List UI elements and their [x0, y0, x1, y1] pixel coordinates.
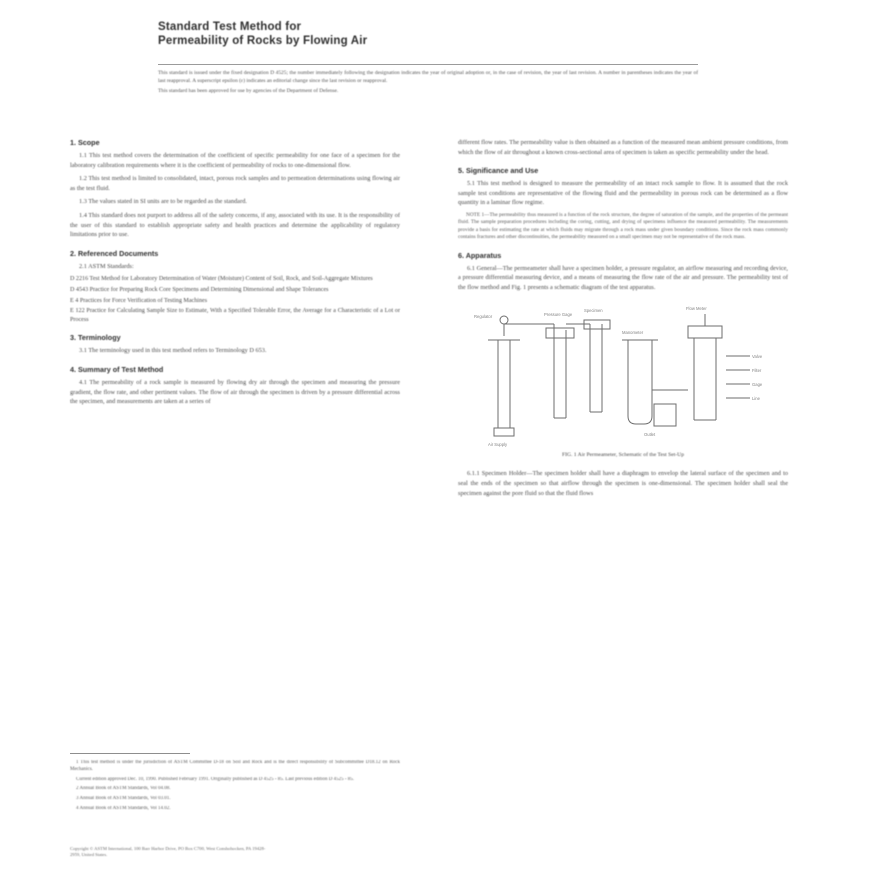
- designation-note-1: This standard is issued under the fixed designation D 4525; the number immediately following the designation indicates the year of original adoption or, in the case of revision, the year of last revision. A number in parentheses indicates the year of last reapproval. A superscript epsilon (ε) indicates an editorial change since the last revision or reapproval.: [158, 70, 698, 84]
- footnote: 4 Annual Book of ASTM Standards, Vol 14.02.: [76, 805, 171, 811]
- figure-label-air-supply: Air Supply: [488, 442, 508, 448]
- paragraph: 6.1 General—The permeameter shall have a specimen holder, a pressure regulator, an airflow measuring and recording device, a pressure differential measuring device, and a means of measuring the flow rate of the air and pressure. The permeability test of the flow method and Fig. 1 presents a schematic diagram of the test apparatus.: [458, 264, 788, 291]
- section-heading-scope: 1. Scope: [70, 138, 100, 147]
- section-heading-terminology: 3. Terminology: [70, 333, 121, 343]
- figure-label-filter: Filter: [752, 368, 762, 374]
- figure-air-permeameter: [458, 300, 788, 465]
- section-heading-summary: 4. Summary of Test Method: [70, 364, 164, 374]
- designation-note: [158, 70, 698, 99]
- footnote: Current edition approved Dec. 10, 1990. Published February 1991. Originally published as D 4525 - 85. Last previous edition D 4525 - 85.: [76, 776, 355, 782]
- paragraph: 1.2 This test method is limited to consolidated, intact, porous rock samples and to permeation determinations using flowing air as the test fluid.: [70, 175, 400, 192]
- scanned-page: [62, 8, 810, 864]
- footnote-rule: [70, 753, 190, 754]
- title-line-1: Standard Test Method for: [158, 21, 302, 33]
- reference-item: E 4 Practices for Force Verification of Testing Machines: [70, 297, 208, 304]
- paragraph: 1.1 This test method covers the determination of the coefficient of specific permeability for one face of a specimen for the laboratory calibration requirements where it is the coefficient of permeability of rocks to one-dimensional flow.: [70, 152, 400, 169]
- figure-label-outlet: Outlet: [644, 432, 656, 438]
- figure-label-flow-meter: Flow Meter: [686, 306, 707, 312]
- reference-item: D 2216 Test Method for Laboratory Determination of Water (Moisture) Content of Soil, Rock, and Soil-Aggregate Mixtures: [70, 276, 373, 283]
- paragraph: 1.3 The values stated in SI units are to be regarded as the standard.: [79, 198, 247, 206]
- right-column: [458, 138, 788, 502]
- note: NOTE 1—The permeability thus measured is a function of the rock structure, the degree of saturation of the sample, and the properties of the permeant fluid. The sample preparation procedures including the coring, cutting, and drying of specimens influence the measured permeability. The measurements provide a basis for estimating the rate at which fluids may migrate through a rock mass under given boundary conditions. Since the rock mass commonly contains fractures and other discontinuities, the permeability measured on a small specimen may not be representative of the rock mass.: [458, 211, 788, 241]
- reference-item: E 122 Practice for Calculating Sample Size to Estimate, With a Specified Tolerable Error, the Average for a Characteristic of a Lot or Process: [70, 308, 400, 323]
- footnote: 2 Annual Book of ASTM Standards, Vol 04.08.: [76, 786, 171, 792]
- footnote: 1 This test method is under the jurisdiction of ASTM Committee D-18 on Soil and Rock and is the direct responsibility of Subcommittee D18.12 on Rock Mechanics.: [70, 760, 400, 772]
- paragraph: 3.1 The terminology used in this test method refers to Terminology D 653.: [79, 347, 267, 355]
- footnotes: [70, 760, 400, 816]
- designation-note-2: This standard has been approved for use by agencies of the Department of Defense.: [158, 88, 339, 95]
- left-column: [70, 138, 400, 411]
- figure-label-manometer: Manometer: [622, 330, 644, 336]
- footnote: 3 Annual Book of ASTM Standards, Vol 03.01.: [76, 796, 171, 802]
- section-heading-apparatus: 6. Apparatus: [458, 250, 502, 260]
- document-header: [158, 20, 698, 48]
- paragraph: 4.1 The permeability of a rock sample is measured by flowing dry air through the specimen and measuring the pressure gradient, the flow rate, and other pertinent values. The flow of air through the specimen is driven by a pressure differential across the specimen, and measurements are taken at a series of: [70, 378, 400, 406]
- figure-schematic: [458, 300, 788, 450]
- page-title: [158, 20, 698, 48]
- paragraph: 2.1 ASTM Standards:: [79, 262, 134, 270]
- section-heading-significance: 5. Significance and Use: [458, 166, 539, 176]
- reference-item: D 4543 Practice for Preparing Rock Core Specimens and Determining Dimensional and Shape Tolerances: [70, 286, 329, 293]
- title-line-2: Permeability of Rocks by Flowing Air: [158, 35, 368, 47]
- figure-caption: FIG. 1 Air Permeameter, Schematic of the Test Set-Up: [561, 452, 684, 459]
- figure-label-line: Line: [752, 396, 760, 402]
- figure-label-pressure-gage: Pressure Gage: [544, 312, 573, 318]
- paragraph: different flow rates. The permeability value is then obtained as a function of the measured mean ambient pressure conditions, from which the flow of air throughout a known cross-sectional area of specimen is taken as specific permeability under the head.: [458, 139, 788, 156]
- figure-label-gage: Gage: [752, 382, 763, 388]
- section-heading-referenced-documents: 2. Referenced Documents: [70, 248, 159, 258]
- figure-label-specimen: Specimen: [584, 308, 603, 314]
- paragraph: 5.1 This test method is designed to measure the permeability of an intact rock sample to flow. It is assumed that the rock sample test conditions are representative of the flowing fluid and the permeability in porous rock can be determined as a flow quantity in a laminar flow regime.: [458, 180, 788, 207]
- paragraph: 1.4 This standard does not purport to address all of the safety concerns, if any, associated with its use. It is the responsibility of the user of this standard to establish appropriate safety and health practices and determine the applicability of regulatory limitations prior to use.: [70, 211, 400, 239]
- header-rule: [158, 64, 698, 65]
- figure-label-regulator: Regulator: [474, 314, 493, 320]
- paragraph: 6.1.1 Specimen Holder—The specimen holder shall have a diaphragm to envelop the lateral surface of the specimen and to seal the ends of the specimen so that airflow through the specimen is one-dimensional. The specimen holder shall seal the specimen against the pore fluid so that the fluid flows: [458, 470, 788, 497]
- copyright-notice: Copyright © ASTM International, 100 Barr Harbor Drive, PO Box C700, West Conshohocken, PA 19428-2959, United States.: [70, 846, 266, 857]
- figure-label-valve: Valve: [752, 354, 763, 360]
